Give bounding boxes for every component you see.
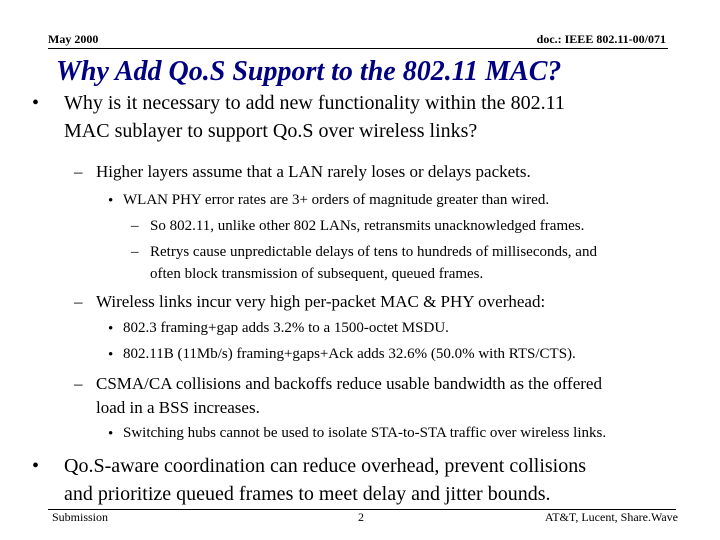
bullet-marker: • xyxy=(32,455,40,477)
level4-bullet-text: So 802.11, unlike other 802 LANs, retransmits unacknowledged frames. xyxy=(150,218,585,234)
level4-bullet-marker: – xyxy=(131,218,139,234)
sub-sub-bullet-marker: • xyxy=(108,193,114,209)
bullet-text: MAC sublayer to support Qo.S over wireless links? xyxy=(64,120,478,142)
sub-bullet-text: load in a BSS increases. xyxy=(96,398,260,417)
sub-sub-bullet-text: 802.3 framing+gap adds 3.2% to a 1500-octet MSDU. xyxy=(123,320,449,336)
sub-sub-bullet-marker: • xyxy=(108,347,114,363)
bullet-text: Why is it necessary to add new functionality within the 802.11 xyxy=(64,92,565,114)
bullet-text: Qo.S-aware coordination can reduce overhead, prevent collisions xyxy=(64,455,587,477)
footer-authors: AT&T, Lucent, Share.Wave xyxy=(544,510,678,524)
sub-bullet-marker: – xyxy=(74,292,83,311)
bullet-text: and prioritize queued frames to meet delay and jitter bounds. xyxy=(64,483,551,505)
sub-sub-bullet-marker: • xyxy=(108,426,114,442)
sub-sub-bullet-text: WLAN PHY error rates are 3+ orders of magnitude greater than wired. xyxy=(123,192,550,208)
sub-sub-bullet-text: 802.11B (11Mb/s) framing+gaps+Ack adds 32.6% (50.0% with RTS/CTS). xyxy=(123,346,576,362)
level4-bullet-text: Retrys cause unpredictable delays of tens to hundreds of milliseconds, and xyxy=(150,244,597,260)
sub-sub-bullet-marker: • xyxy=(108,321,114,337)
sub-bullet-text: Wireless links incur very high per-packet MAC & PHY overhead: xyxy=(96,292,546,311)
sub-bullet-marker: – xyxy=(74,162,83,181)
footer-page-number: 2 xyxy=(358,510,364,524)
level4-bullet-text: often block transmission of subsequent, queued frames. xyxy=(150,266,484,282)
header-date: May 2000 xyxy=(48,32,99,46)
sub-bullet-text: CSMA/CA collisions and backoffs reduce usable bandwidth as the offered xyxy=(96,374,602,393)
sub-sub-bullet-text: Switching hubs cannot be used to isolate STA-to-STA traffic over wireless links. xyxy=(123,425,607,441)
sub-bullet-marker: – xyxy=(74,374,83,393)
footer-submission: Submission xyxy=(52,510,109,524)
header-doc-number: doc.: IEEE 802.11-00/071 xyxy=(536,32,666,46)
bullet-marker: • xyxy=(32,92,40,114)
header-rule xyxy=(48,48,668,49)
sub-bullet-text: Higher layers assume that a LAN rarely loses or delays packets. xyxy=(96,162,531,181)
slide-title: Why Add Qo.S Support to the 802.11 MAC? xyxy=(56,56,562,87)
level4-bullet-marker: – xyxy=(131,244,139,260)
